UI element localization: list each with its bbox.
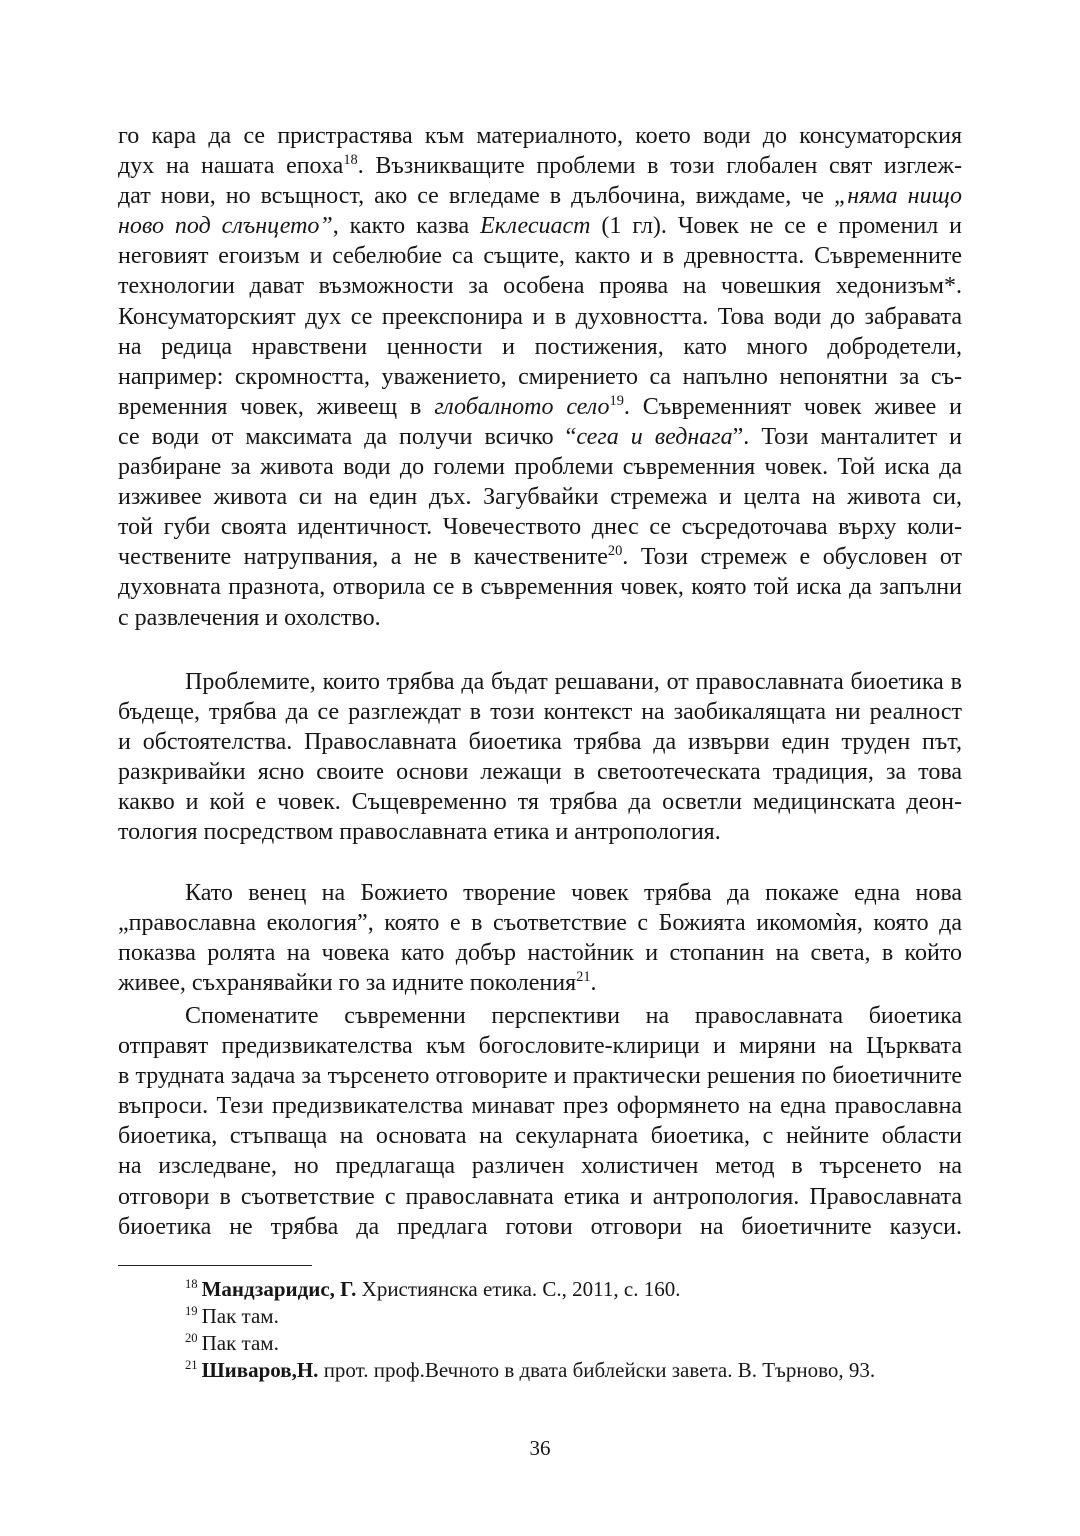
text-run: чествените натрупвания, а не в качествените <box>118 544 608 571</box>
footnote-number: 21 <box>185 1358 198 1373</box>
text-line <box>118 757 962 787</box>
text-line <box>118 1121 962 1151</box>
paragraph-bioethics-problems <box>118 667 962 848</box>
text-run: например: скромността, уважението, смирението са напълно непонятни за съ- <box>118 363 962 390</box>
text-line <box>118 1001 962 1031</box>
italic-text: „няма нищо <box>833 183 963 210</box>
text-line <box>118 1182 962 1212</box>
text-run: „православна екология”, която е в съответствие с Божията икомомѝя, която да <box>118 910 962 937</box>
text-run: дат нови, но всъщност, ако се вгледаме в дълбочина, виждаме, че <box>118 183 834 210</box>
italic-text: сега и веднага <box>576 423 733 450</box>
text-line <box>118 302 962 332</box>
text-run: с развлечения и охолство. <box>118 604 381 631</box>
text-run: биоетика, стъпваща на основата на секуларната биоетика, с нейните области <box>118 1123 962 1150</box>
text-line <box>118 542 962 572</box>
text-line <box>118 908 962 938</box>
footnote-separator <box>118 1265 312 1266</box>
text-run: Като венец на Божието творение човек трябва да покаже една нова <box>185 880 962 906</box>
text-line <box>118 817 962 847</box>
text-run: ”. Този манталитет и <box>732 423 963 450</box>
text-run: неговият егоизъм и себелюбие са същите, както и в древността. Съвременните <box>118 243 962 270</box>
text-run: Споменатите съвременни перспективи на православната биоетика <box>185 1003 962 1029</box>
paragraph-perspectives <box>118 1001 962 1242</box>
page-number: 36 <box>529 1436 551 1460</box>
text-line <box>118 878 962 908</box>
text-line <box>118 482 962 512</box>
text-line <box>118 1212 962 1242</box>
footnote <box>185 1276 962 1303</box>
footnote-ref: 20 <box>607 543 623 560</box>
footnote-number: 20 <box>185 1331 198 1346</box>
text-run: . Възникващите проблеми в този глобален свят изглеж- <box>357 153 962 180</box>
text-run: на редица нравствени ценности и постижения, като много добродетели, <box>118 333 962 360</box>
bold-text: Мандзаридис, Г. <box>201 1277 357 1301</box>
text-line <box>118 241 962 271</box>
text-run: отправят предизвикателства към богословите-клирици и миряни на Църквата <box>118 1033 962 1060</box>
text-line <box>118 968 962 998</box>
text-run: Християнска етика. С., 2011, с. 160. <box>356 1277 681 1301</box>
text-run: биоетика не трябва да предлага готови отговори на биоетичните казуси. <box>118 1213 962 1240</box>
text-run: Консуматорският дух се преекспонира и в духовността. Това води до забравата <box>118 303 962 330</box>
italic-text: глобалното село <box>434 393 610 420</box>
text-run: разбиране за живота води до големи проблеми съвременния човек. Той иска да <box>118 454 962 481</box>
text-line <box>118 181 962 211</box>
text-line <box>118 603 962 633</box>
text-run: духовната празнота, отворила се в съвременния човек, която той иска да запълни <box>118 574 962 601</box>
footnote <box>185 1357 962 1384</box>
text-run: Проблемите, които трябва да бъдат решавани, от православната биоетика в <box>185 669 962 695</box>
text-run: и обстоятелства. Православната биоетика трябва да извърви един труден път, <box>118 729 962 756</box>
text-run: . <box>590 970 597 997</box>
text-run: на изследване, но предлагаща различен холистичен метод в търсенето на <box>118 1153 962 1180</box>
text-run: го кара да се пристрастява към материалното, което води до консуматорския <box>118 123 962 149</box>
text-run: той губи своята идентичност. Човечеството днес се съсредоточава върху коли- <box>118 514 962 541</box>
text-line <box>118 667 962 697</box>
footnote <box>185 1303 962 1330</box>
text-line <box>118 271 962 301</box>
text-run: живее, съхранявайки го за идните поколения <box>118 970 577 997</box>
text-line <box>118 362 962 392</box>
text-run: изживее живота си на един дъх. Загубвайки стремежа и целта на живота си, <box>118 484 962 511</box>
text-run: . Съвременният човек живее и <box>623 393 963 420</box>
text-line <box>118 392 962 422</box>
text-line <box>118 151 962 181</box>
text-run: . Този стремеж е обусловен от <box>622 544 963 571</box>
text-line <box>118 572 962 602</box>
text-line <box>118 512 962 542</box>
paragraph-continued <box>118 121 962 633</box>
footnotes <box>185 1276 962 1384</box>
footnote-ref: 19 <box>609 392 624 409</box>
text-run: технологии дават възможности за особена проява на човешкия хедонизъм*. <box>118 273 962 300</box>
text-run: дух на нашата епоха <box>118 153 344 180</box>
text-line <box>118 938 962 968</box>
footnote-ref: 21 <box>576 969 591 986</box>
text-run: какво и кой е човек. Същевременно тя трябва да осветли медицинската деон- <box>118 789 962 816</box>
text-run: отговори в съответствие с православната етика и антропология. Православната <box>118 1183 962 1210</box>
footnote-number: 18 <box>185 1277 198 1292</box>
text-run: Пак там. <box>201 1304 279 1328</box>
text-run: прот. проф.Вечното в двата библейски завета. В. Търново, 93. <box>318 1358 876 1382</box>
text-line <box>118 1061 962 1091</box>
text-run: въпроси. Тези предизвикателства минават през оформянето на една православна <box>118 1093 962 1120</box>
text-line <box>118 422 962 452</box>
text-line <box>118 332 962 362</box>
text-line <box>118 787 962 817</box>
text-run: временния човек, живеещ в <box>118 393 435 420</box>
text-run: тология посредством православната етика и антропология. <box>118 819 721 846</box>
footnote-ref: 18 <box>343 152 358 169</box>
text-line <box>118 727 962 757</box>
italic-text: ново под слънцето” <box>118 213 333 240</box>
text-run: в трудната задача за търсенето отговорите и практически решения по биоетичните <box>118 1063 962 1090</box>
text-line <box>118 121 962 151</box>
text-line <box>118 1151 962 1181</box>
text-run: Пак там. <box>201 1331 279 1355</box>
text-run: бъдеще, трябва да се разглеждат в този контекст на заобикалящата ни реалност <box>118 699 962 726</box>
text-run: разкривайки ясно своите основи лежащи в светоотеческата традиция, за това <box>118 759 962 786</box>
text-line <box>118 1031 962 1061</box>
bold-text: Шиваров,Н. <box>201 1358 319 1382</box>
text-run: (1 гл). Човек не се е променил и <box>590 213 963 240</box>
text-run: показва ролята на човека като добър настойник и стопанин на света, в който <box>118 940 962 967</box>
footnote-number: 19 <box>185 1304 198 1319</box>
text-line <box>118 1091 962 1121</box>
italic-text: Еклесиаст <box>480 213 591 240</box>
paragraph-orthodox-ecology <box>118 878 962 998</box>
text-line <box>118 211 962 241</box>
text-run: се води от максимата да получи всичко “ <box>118 423 577 450</box>
footnote <box>185 1330 962 1357</box>
text-line <box>118 452 962 482</box>
text-run: , както казва <box>332 213 481 240</box>
text-line <box>118 697 962 727</box>
